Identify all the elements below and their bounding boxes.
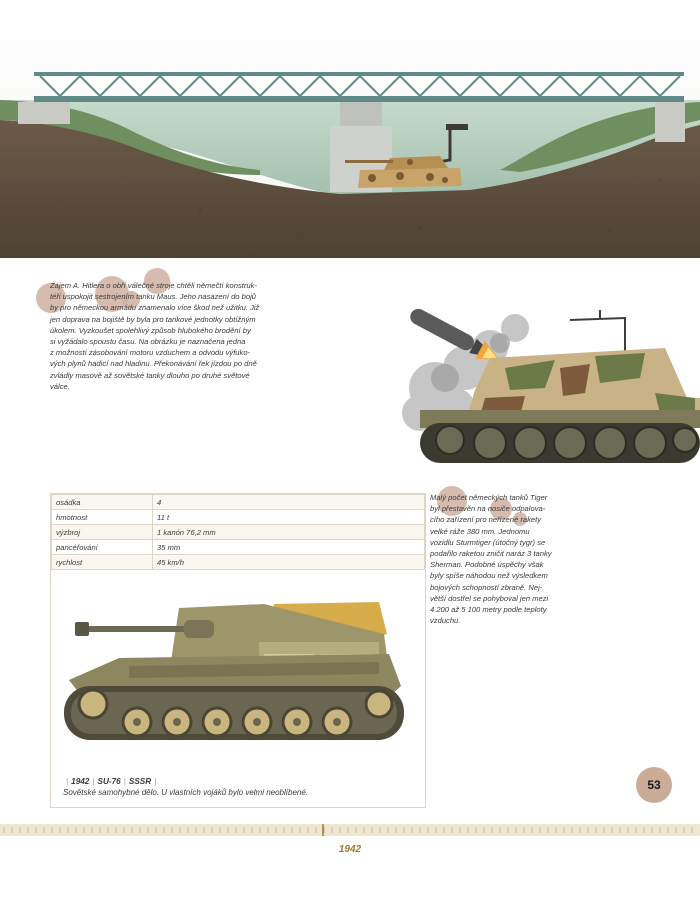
- sturmtiger-illustration: [395, 298, 700, 473]
- caption-separator: |: [92, 777, 95, 786]
- caption-model: SU-76: [97, 777, 121, 786]
- spec-label: osádka: [52, 495, 153, 510]
- caption-header: [63, 777, 418, 786]
- paragraph-line: by pro německou armádu znamenalo více škod než užitku. Již: [50, 303, 260, 313]
- paragraph-line: byly spíše náhodou než výsledkem: [430, 571, 548, 581]
- paragraph-line: Malý počet německých tanků Tiger: [430, 493, 548, 502]
- timeline-year: 1942: [338, 844, 362, 855]
- paragraph-line: větší dostřel se pohyboval jen mezi: [430, 593, 549, 603]
- spec-label: hmotnost: [52, 510, 153, 525]
- caption-separator: |: [154, 777, 157, 786]
- page-number: 53: [647, 778, 661, 792]
- paragraph-line: zvládly masově až sovětské tanky dlouho po druhé světové: [50, 370, 250, 380]
- page-number-badge: [636, 767, 672, 803]
- paragraph-line: si vyžádalo spoustu času. Na obrázku je naznačena jedna: [50, 337, 246, 347]
- caption-separator: |: [66, 777, 69, 786]
- spec-label: pancéřování: [52, 540, 153, 555]
- caption-separator: |: [123, 777, 126, 786]
- paragraph-line: velké ráže 380 mm. Jednomu: [430, 526, 530, 536]
- paragraph-line: vých plynů hadicí nad hladinu. Překonávání řek jízdou po dně: [50, 359, 257, 369]
- paragraph-line: jen doprava na bojiště by byla pro tankové jednotky obtížným: [50, 314, 256, 324]
- caption-year: 1942: [71, 777, 90, 786]
- paragraph-line: byl přestavěn na nosiče odpalova-: [430, 504, 546, 514]
- caption-country: SSSR: [128, 777, 152, 786]
- table-row: [52, 510, 425, 525]
- spec-table: [51, 494, 425, 570]
- specs-card: [50, 493, 426, 808]
- paragraph-line: úkolem. Vyzkoušet spolehlivý způsob hlubokého brodění by: [50, 325, 251, 335]
- table-row: [52, 525, 425, 540]
- paragraph-line: podařilo raketou zničit naráz 3 tanky: [430, 549, 552, 559]
- paragraph-line: 4 200 až 5 100 metry podle teploty: [430, 605, 547, 615]
- su76-tank-drawing: [59, 594, 409, 754]
- spec-value: 4: [153, 495, 425, 510]
- paragraph-line: Sherman. Podobné úspěchy však: [430, 560, 544, 570]
- table-row: [52, 540, 425, 555]
- caption-text: Sovětské samohybné dělo. U vlastních vojáků bylo velmi neoblíbené.: [63, 788, 309, 797]
- river-crossing-illustration: [0, 0, 700, 258]
- spec-value: 35 mm: [153, 540, 425, 555]
- paragraph-line: Zájem A. Hitlera o obří válečné stroje chtěli němečtí konstruk-: [50, 281, 257, 290]
- table-row: [52, 555, 425, 570]
- paragraph-line: vzduchu.: [430, 616, 461, 626]
- timeline-ruler: [0, 824, 700, 836]
- paragraph-line: válce.: [50, 381, 70, 391]
- paragraph-line: bojových schopností zbraně. Nej-: [430, 582, 543, 592]
- table-row: [52, 495, 425, 510]
- sturmtiger-paragraph: [430, 492, 630, 626]
- spec-value: 11 t: [153, 510, 425, 525]
- paragraph-line: cího zařízení pro neřízené rakety: [430, 515, 542, 525]
- paragraph-line: z možností zásobování motoru vzduchem a odvodu výfuko-: [50, 348, 251, 358]
- paragraph-line: vozidlu Sturmtiger (útočný tygr) se: [430, 537, 546, 547]
- spec-value: 45 km/h: [153, 555, 425, 570]
- spec-value: 1 kanón 76,2 mm: [153, 525, 425, 540]
- maus-paragraph: [50, 280, 350, 392]
- vehicle-caption: [63, 777, 418, 797]
- spec-label: výzbroj: [52, 525, 153, 540]
- spec-label: rychlost: [52, 555, 153, 570]
- paragraph-line: téři uspokojit sestrojením tanku Maus. Jeho nasazení do bojů: [50, 292, 256, 302]
